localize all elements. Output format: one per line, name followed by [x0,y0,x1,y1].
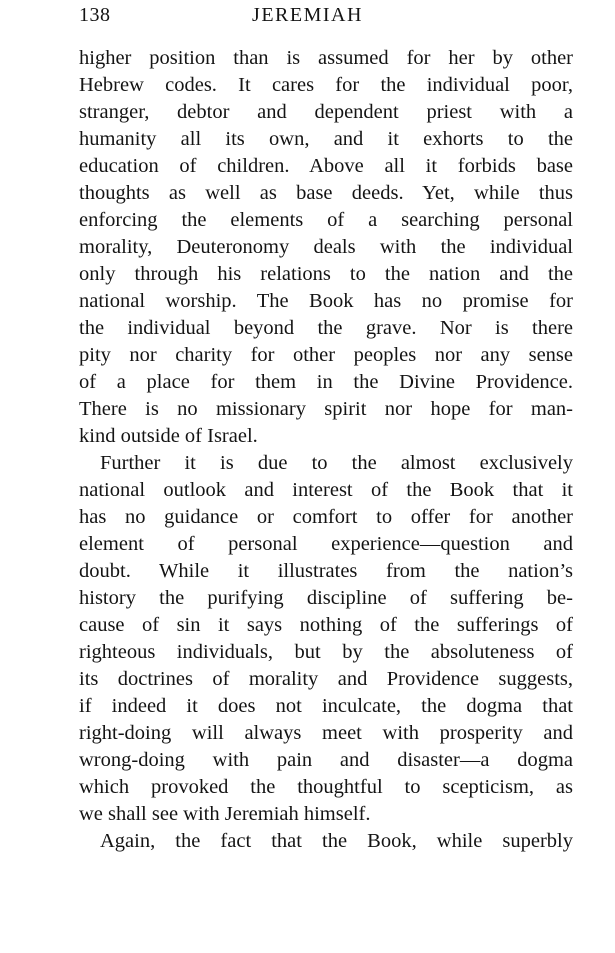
text-line: thoughts as well as base deeds. Yet, while thus [79,182,573,204]
text-line: pity nor charity for other peoples nor any sense [79,344,573,366]
text-line: national worship. The Book has no promise for [79,290,573,312]
text-line: Hebrew codes. It cares for the individual poor, [79,74,573,96]
text-line: the individual beyond the grave. Nor is there [79,317,573,339]
text-line: its doctrines of morality and Providence suggests, [79,668,573,690]
text-line: only through his relations to the nation and the [79,263,573,285]
text-line: of a place for them in the Divine Providence. [79,371,573,393]
text-line: cause of sin it says nothing of the sufferings of [79,614,573,636]
text-line: wrong-doing with pain and disaster—a dogma [79,749,573,771]
text-line: higher position than is assumed for her by other [79,47,573,69]
paragraph-start-line: Further it is due to the almost exclusively [100,452,573,474]
text-line: doubt. While it illustrates from the nation’s [79,560,573,582]
paragraph-start-line: Again, the fact that the Book, while superbly [100,830,573,852]
running-title: JEREMIAH [252,4,363,26]
text-line: kind outside of Israel. [79,425,258,447]
text-line: element of personal experience—question and [79,533,573,555]
body-text [79,45,573,855]
page-number: 138 [79,4,111,26]
text-line: education of children. Above all it forbids base [79,155,573,177]
text-line: right-doing will always meet with prosperity and [79,722,573,744]
text-line: we shall see with Jeremiah himself. [79,803,371,825]
text-line: which provoked the thoughtful to scepticism, as [79,776,573,798]
text-line: stranger, debtor and dependent priest with a [79,101,573,123]
text-line: morality, Deuteronomy deals with the individual [79,236,573,258]
text-line: national outlook and interest of the Book that it [79,479,573,501]
text-line: enforcing the elements of a searching personal [79,209,573,231]
text-line: righteous individuals, but by the absoluteness of [79,641,573,663]
text-line: if indeed it does not inculcate, the dogma that [79,695,573,717]
text-line: has no guidance or comfort to offer for another [79,506,573,528]
text-line: There is no missionary spirit nor hope for man- [79,398,573,420]
text-line: humanity all its own, and it exhorts to the [79,128,573,150]
text-line: history the purifying discipline of suffering be- [79,587,573,609]
